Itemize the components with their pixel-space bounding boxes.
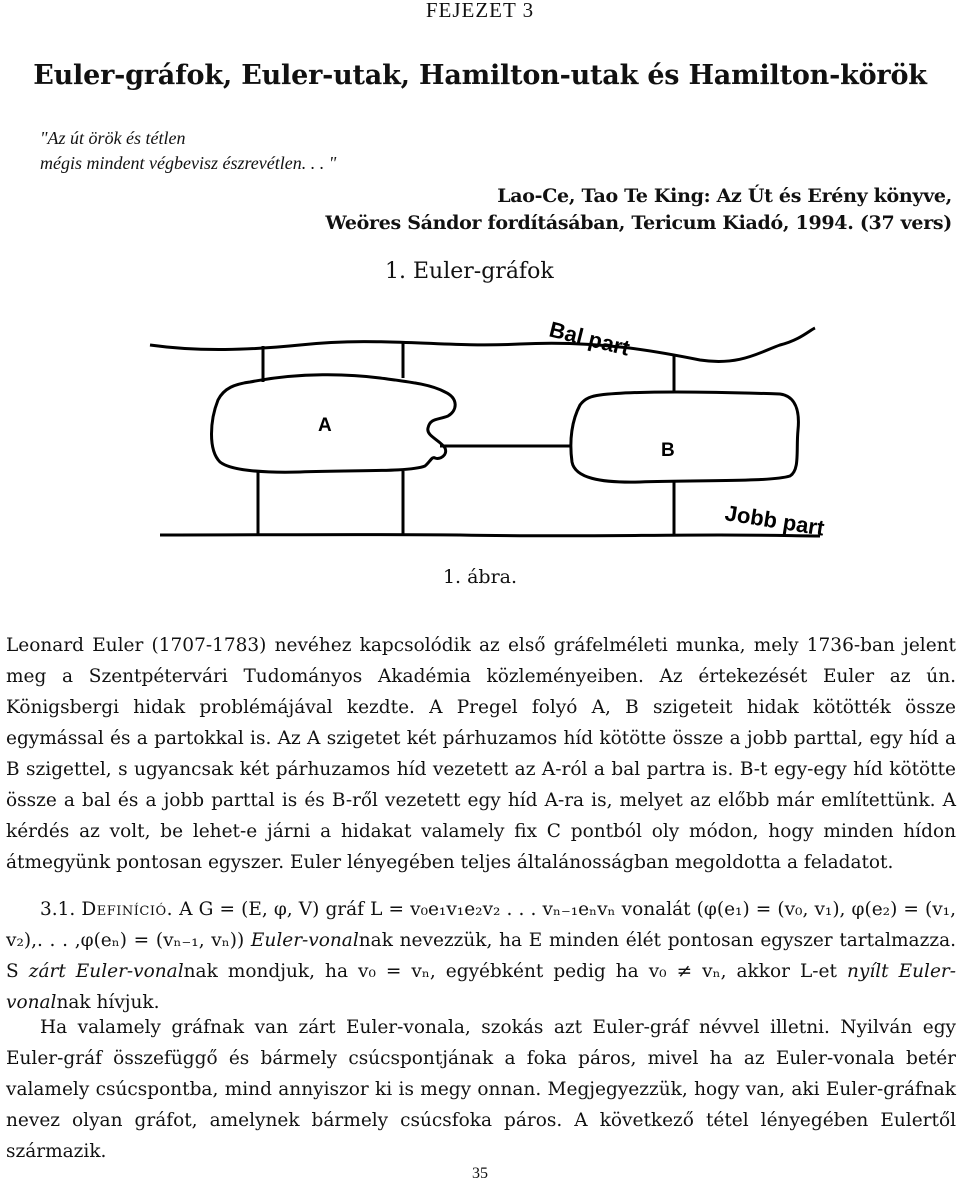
island-b-label: B [661,440,675,461]
epigraph-attribution-1: Lao-Ce, Tao Te King: Az Út és Erény könyve, [497,185,952,207]
epigraph-attribution-2: Weöres Sándor fordításában, Tericum Kiadó, 1994. (37 vers) [325,212,952,234]
definition-text-c: nak nevezzük, ha E minden élét pontosan [358,930,754,951]
paragraph-history-text: Leonard Euler (1707-1783) nevéhez kapcsolódik az első gráfelméleti munka, mely 1736-ban jelent meg a Szentpétervári Tudományos Akadémia közleményeiben. Az értekezését Euler az ún. Königsbergi hidak problémájával kezdte. A Pregel folyó A, B szigeteit hidak kötötték össze egymással és a partokkal is. Az A szigetet két párhuzamos híd kötötte össze a jobb parttal, egy híd a B szigettel, s ugyancsak két párhuzamos híd vezetett az A-ról a bal partra is. B-t egy-egy híd kötötte össze a bal és a jobb parttal is és B-ről vezetett egy híd A-ra is, melyet az előbb már említettünk. A kérdés az volt, be lehet-e járni a hidakat valamely fix C pontból oly módon, hogy minden hídon átmegyünk pontosan egyszer. Euler lényegében teljes általánosságban megoldotta a feladatot. [6,635,956,873]
island-a-outline [212,375,456,472]
island-b-outline [571,392,799,482]
island-a-label: A [318,415,332,436]
konigsberg-bridges-figure [0,305,960,560]
right-bank-label: Jobb part [723,500,827,541]
definition-text-f: akkor L-et [736,961,837,982]
definition-term-euler-vonal: Euler-vonal [250,930,359,951]
definition-text-a: A G = (E, φ, V) gráf L = v₀e₁v₁e₂v₂ . . . vₙ₋₁eₙvₙ vonalát (φ(e₁) = (v₀, v₁), [179,899,846,920]
chapter-label: FEJEZET 3 [425,0,535,22]
definition-line-1 [6,894,956,1018]
paragraph-euler-graph-text: Ha valamely gráfnak van zárt Euler-vonala, szokás azt Euler-gráf névvel illetni. Nyilván egy Euler-gráf összefüggő és bármely csúcspontjának a foka páros, mivel ha az Euler-vonala betér valamely csúcspontba, mind annyiszor ki is megy onnan. Megjegyezzük, hogy van, aki Euler-gráfnak nevez olyan gráfot, amelynek bármely csúcsfoka páros. A következő tétel lényegében Eulertől származik. [6,1017,956,1162]
definition-text-b: φ(e₂) = (v₁, v₂),. . . ,φ(eₙ) = (vₙ₋₁, vₙ)) [6,899,956,951]
definition-term-zart: zárt Euler-vonal [28,961,184,982]
definition-block [6,894,956,1018]
definition-label: Definíció. [81,899,174,920]
definition-number: 3.1. [40,899,76,920]
left-bank-label: Bal part [546,316,633,361]
left-bank-shoreline [150,328,815,361]
epigraph-line-1: "Az út örök és tétlen [40,128,186,148]
epigraph-line-2: mégis mindent végbevisz észrevétlen. . . " [40,153,337,173]
definition-text-d: egyszer tartalmazza. S [6,930,956,982]
definition-text-e: nak mondjuk, ha v₀ = vₙ, egyébként pedig ha v₀ ≠ vₙ, [183,961,727,982]
figure-caption: 1. ábra. [442,566,518,588]
paragraph-euler-graph [6,1012,956,1167]
paragraph-history [6,630,956,878]
chapter-title: Euler-gráfok, Euler-utak, Hamilton-utak és Hamilton-körök [33,60,927,91]
definition-term-nyilt: nyílt Euler-vonal [6,961,956,1013]
section-title: 1. Euler-gráfok [385,259,554,284]
page-number: 35 [472,1165,488,1182]
definition-text-g: nak hívjuk. [56,992,160,1013]
